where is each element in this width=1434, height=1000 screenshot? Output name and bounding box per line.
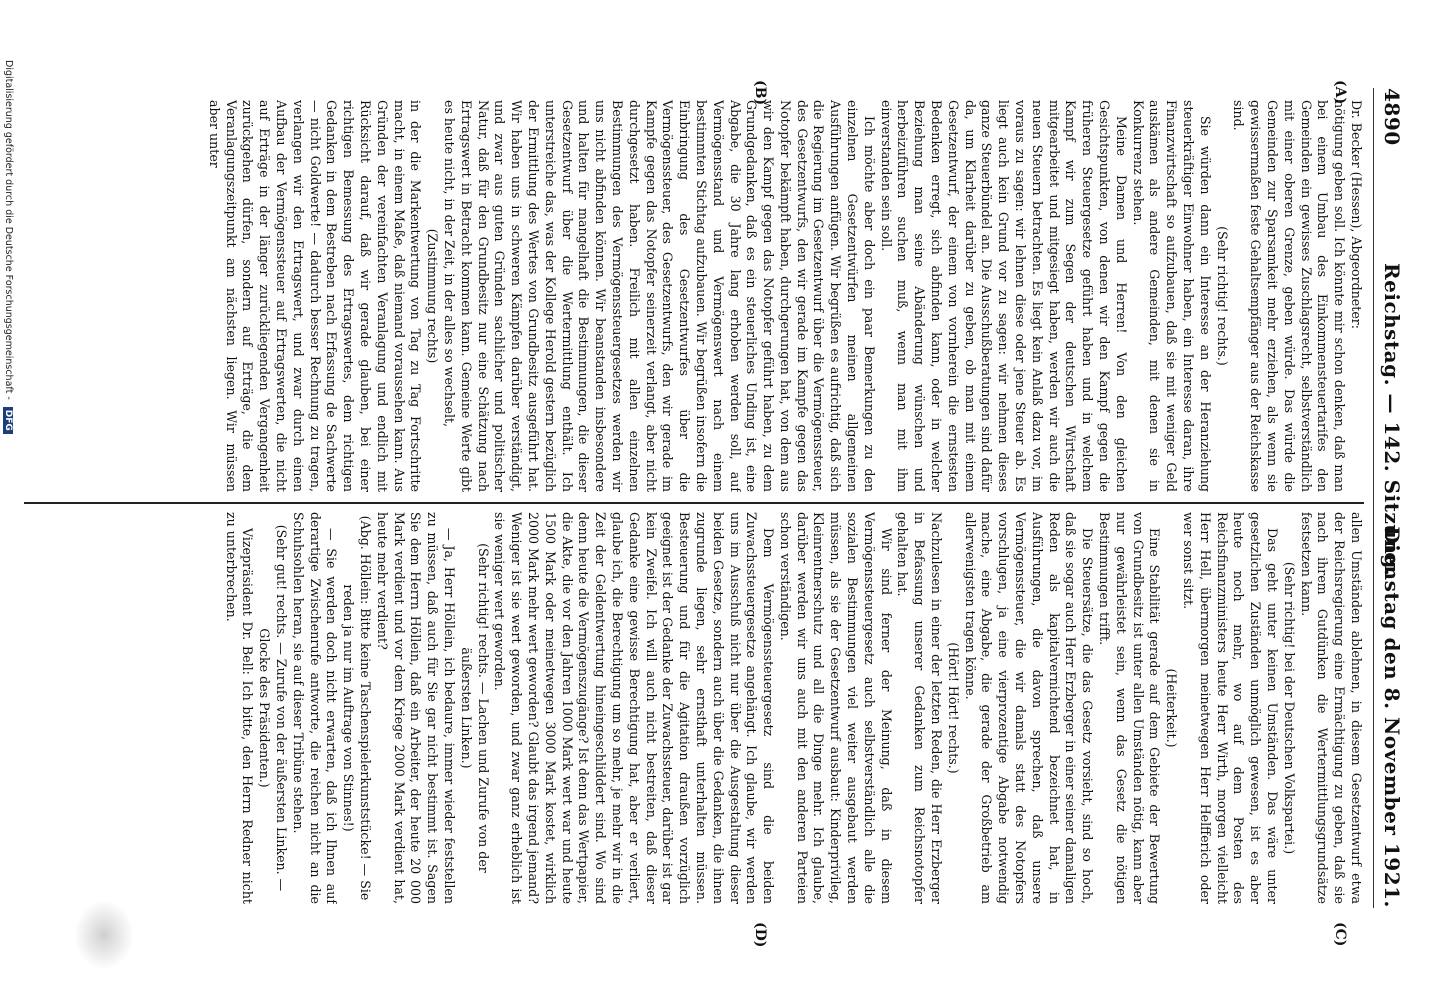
left-column-paragraph: (Sehr richtig! rechts.) [1214, 226, 1230, 366]
left-column-paragraph: Dr. Becker (Hessen), Abgeordneter: [1349, 100, 1364, 330]
right-text-column [24, 512, 1364, 904]
margin-letter-c: (C) [1332, 922, 1348, 947]
dfg-logo: DFG [3, 407, 13, 434]
page-number: 4890 [1380, 88, 1404, 146]
right-column-paragraph: (Sehr gut! rechts. — Zurufe von der äußersten Linken. — Glocke des Präsidenten.) [257, 524, 289, 892]
left-text-column [24, 100, 1364, 492]
left-column-paragraph: in der die Markentwertung von Tag zu Tag Fortschritte macht, in einem Maße, daß niemand voraussehen kann. Aus Gründen der vereinfachten Veranlagung und endlich mit Rücksicht darauf, daß wir gerade glauben, bei einer richtigen Bemessung des Ertragswertes, dem richtigen Gedanken in dem Bestreben nach Erfassung de Sachwerte — nicht Goldwerte! — dadurch besser Rechnung zu tragen, verlangen wir den Ertragswert, und zwar durch einen Aufbau der Vermögenssteuer auf Ertragswerten, die nicht auf Erträge in der länger zurückliegenden Vergangenheit zurückgehen dürfen, sondern auf Erträge, die dem Veranlagungszeitpunkt am nächsten liegen. Wir müssen aber unter [206, 100, 424, 492]
right-column-paragraph: (Abg. Höllein: Bitte keine Taschenspielerkunststücke! — Sie reden ja nur im Auftrage von Stinnes!) [341, 515, 373, 901]
right-column-paragraph: (Heiterkeit.) [1164, 668, 1180, 748]
right-column-paragraph: (Sehr richtig! bei der Deutschen Volkspartei.) [1281, 561, 1297, 855]
margin-letter-d: (D) [752, 922, 768, 948]
page-header [1370, 88, 1404, 908]
right-column-paragraph: (Hört! Hört! rechts.) [945, 642, 961, 774]
right-column-paragraph: Vizepräsident Dr. Bell: Ich bitte, den Herrn Redner nicht zu unterbrechen. [223, 512, 256, 904]
right-column-paragraph: — Ja, Herr Höllein, ich bedaure, immer wieder feststellen zu müssen, daß auch für Sie gar nicht bestimmt ist. Sagen Sie dem Herrn Höllein, daß ein Arbeiter, der heute 20 000 Mark verdient und vor dem Kriege 2000 Mark verdient hat, heute mehr verdient? [374, 512, 457, 904]
right-column-paragraph: Eine Stabilität gerade auf dem Gebiete der Bewertung von Grundbesitz ist unter allen Umständen nötig, kann aber nur gewährleistet sein, wenn das Gesetz die nötigen Bestimmungen trifft. [1097, 512, 1163, 904]
right-column-paragraph: Dem Vermögenssteuergesetz sind die beiden Zuwachssteuergesetze angehängt. Ich glaube, wir werden uns im Ausschuß nicht nur über die Ausgestaltung dieser beiden Gesetze, sondern auch über die Gedanken, die ihnen zugrunde liegen, sehr ernsthaft unterhalten müssen. Besteuerung und für die Agitation draußen vorzüglich geeignet ist der Gedanke der Zuwachssteuer, darüber ist gar kein Zweifel. Ich will auch nicht bestreiten, daß dieser Gedanke eine gewisse Berechtigung hat, aber er verliert, glaube ich, die Berechtigung um so mehr, je mehr wir in die Zeit der Geldentwertung hineingeschliddert sind. Wo sind denn heute die Vermögenszugänge? Ist denn das Wertpapier, die Akte, die vor den Jahren 1000 Mark wert war und heute 1500 Mark oder meinetwegen 3000 Mark kostet, wirklich 2000 Mark mehr wert geworden? Glaubt das irgend jemand? Weniger ist sie wert geworden, und zwar ganz erheblich ist sie weniger wert geworden. [492, 512, 777, 904]
session-date: Dienstag den 8. November 1921. [1380, 526, 1404, 908]
right-column-paragraph: Die Steuersätze, die das Gesetz vorsieht, sind so hoch, daß sie sogar auch Herr Erzberger in einer seiner damaligen Reden als kapitalvernichtend bezeichnet hat, in Ausführungen, die davon sprechen, daß unsere Vermögenssteuer, die wir damals statt des Notopfers vorschlugen, ja eine vierprozentige Abgabe notwendig mache, eine Abgabe, die gerade der Großbetrieb am allerwenigsten tragen könne. [962, 512, 1096, 904]
scan-smudge [74, 900, 134, 970]
right-column-paragraph: allen Umständen ablehnen, in diesem Gesetzentwurf etwa der Reichsregierung eine Ermächtigung zu geben, daß sie nach ihrem Gutdünken die Wertermittlungsgrundsätze festsetzen kann. [1298, 512, 1364, 904]
right-column-paragraph: Wir sind ferner der Meinung, daß in diesem Vermögenssteuergesetz auch selbstverständlich alle die sozialen Bestimmungen viel weiter ausgebaut werden müssen, als sie der Gesetzentwurf ausbaut: Kinderprivileg, Kleinrentnerschutz und all die Dinge mehr. Ich glaube, darüber werden wir uns auch mit den anderen Parteien schon verständigen. [777, 512, 894, 904]
right-column-paragraph: — Sie werden doch nicht erwarten, daß ich Ihnen auf derartige Zwischenrufe antworte, die reichen nicht an die Schuhsohlen heran, sie auf dieser Tribüne stehen. [290, 512, 340, 904]
left-column-paragraph: Ich möchte aber doch ein paar Bemerkungen zu den einzelnen Gesetzentwürfen meinen allgemeinen Ausführungen anfügen. Wir begrüßen es aufrichtig, daß sich die Regierung im Gesetzentwurf über die Vermögenssteuer, des Gesetzentwurfs, den wir gerade im Kampfe gegen das Notopfer bekämpft haben, durchgerungen hat, von dem aus wir den Kampf gegen das Notopfer geführt haben, zu dem Grundgedanken, daß es ein steuerliches Unding ist, eine Abgabe, die 30 Jahre lang erhoben werden soll, auf Vermögensstand und Vermögenswert nach einem bestimmten Stichtag aufzubauen. Wir begrüßen insofern die Einbringung des Gesetzentwurfes über die Vermögenssteuer, des Gesetzentwurfs, den wir gerade im Kampfe gegen das Notopfer seinerzeit verlangt, aber nicht durchgesetzt haben. Freilich mit allen einzelnen Bestimmungen des Vermögenssteuergesetzes werden wir uns nicht abfinden können. Wir beanstanden insbesondere und halten für mangelhaft die Bestimmungen, die dieser Gesetzentwurf über die Wertermittlung enthält. Ich unterstreiche das, was der Kollege Herold gestern bezüglich der Ermittlung des Wertes von Grundbesitz ausgeführt hat. Wir haben uns in schweren Kämpfen darüber verständigt, und zwar aus guten Gründen sachlicher und politischer Natur, daß für den Grundbesitz nur eine Schätzung nach Ertragswert in Betracht kommen kann. Gemeine Werte gibt es heute nicht, in der Zeit, in der alles so wechselt, [441, 100, 877, 492]
left-column-paragraph: (Zustimmung rechts) [425, 228, 441, 364]
page-title: Reichstag. — 142. Sitzung. [1380, 263, 1404, 577]
margin-letter-a: (A) [1332, 80, 1348, 105]
left-column-paragraph: nötigung geben soll. Ich könnte mir schon denken, daß man bei einem Umbau des Einkommensteuertarifes den Gemeinden ein gewisses Zuschlagsrecht, selbstverständlich mit einer oberen Grenze, geben würde. Das würde die Gemeinden zur Sparsamkeit mehr erziehen, als wenn sie gewissermaßen feste Gehaltsempfänger aus der Reichskasse sind. [1231, 100, 1348, 492]
credit-text: Digitalisierung gefördert durch die Deutsche Forschungsgemeinschaft - [3, 60, 14, 400]
right-column-paragraph: (Sehr richtig! rechts. — Lachen und Zurufe von der äußersten Linken.) [458, 543, 491, 873]
left-column-paragraph: Meine Damen und Herren! Von den gleichen Gesichtspunkten, von denen wir den Kampf gegen die früheren Steuergesetze geführt haben und in welchem Kampf wir zum Segen der deutschen Wirtschaft mitgearbeitet und mitgesiegt haben, werden wir auch die neuen Steuern betrachten. Es liegt kein Anlaß dazu vor, im voraus zu sagen: wir lehnen diese oder jene Steuer ab. Es liegt auch kein Grund vor zu sagen: wir nehmen dieses ganze Steuerbündel an. Die Ausschußberatungen sind dafür da, um Klarheit darüber zu geben, ob man mit einem Gesetzentwurf, der einem von vornherein die ernstesten Bedenken erregt, sich abfinden kann, oder in welcher Beziehung man seine Abänderung wünschen und herbeizuführen suchen muß, wenn man mit ihm einverstanden sein soll. [878, 100, 1129, 492]
margin-letter-b: (B) [752, 80, 768, 106]
digitization-credit [3, 60, 14, 940]
left-column-paragraph: Sie würden dann ein Interesse an der Heranziehung steuerkräftiger Einwohner haben, ein Interesse daran, ihre Finanzwirtschaft so aufzubauen, daß sie mit weniger Geld auskämen als andere Gemeinden, mit denen sie in Konkurrenz stehen. [1130, 100, 1213, 492]
right-column-paragraph: Nachzulesen in einer der letzten Reden, die Herr Erzberger in Befassung unserer Gedanken zum Reichsnotopfer gehalten hat. [895, 512, 945, 904]
header-rule [1373, 88, 1374, 908]
column-divider [24, 502, 1364, 504]
right-column-paragraph: Das geht unter keinen Umständen. Das wäre unter gesetzlichen Zuständen unmöglich gewesen, ist es aber heute noch mehr, wo auf dem Posten des Reichsfinanzministers heute Herr Wirth, morgen vielleicht Herr Hell, übermorgen meinetwegen Herr Helfferich oder wer sonst sitzt. [1181, 512, 1281, 904]
